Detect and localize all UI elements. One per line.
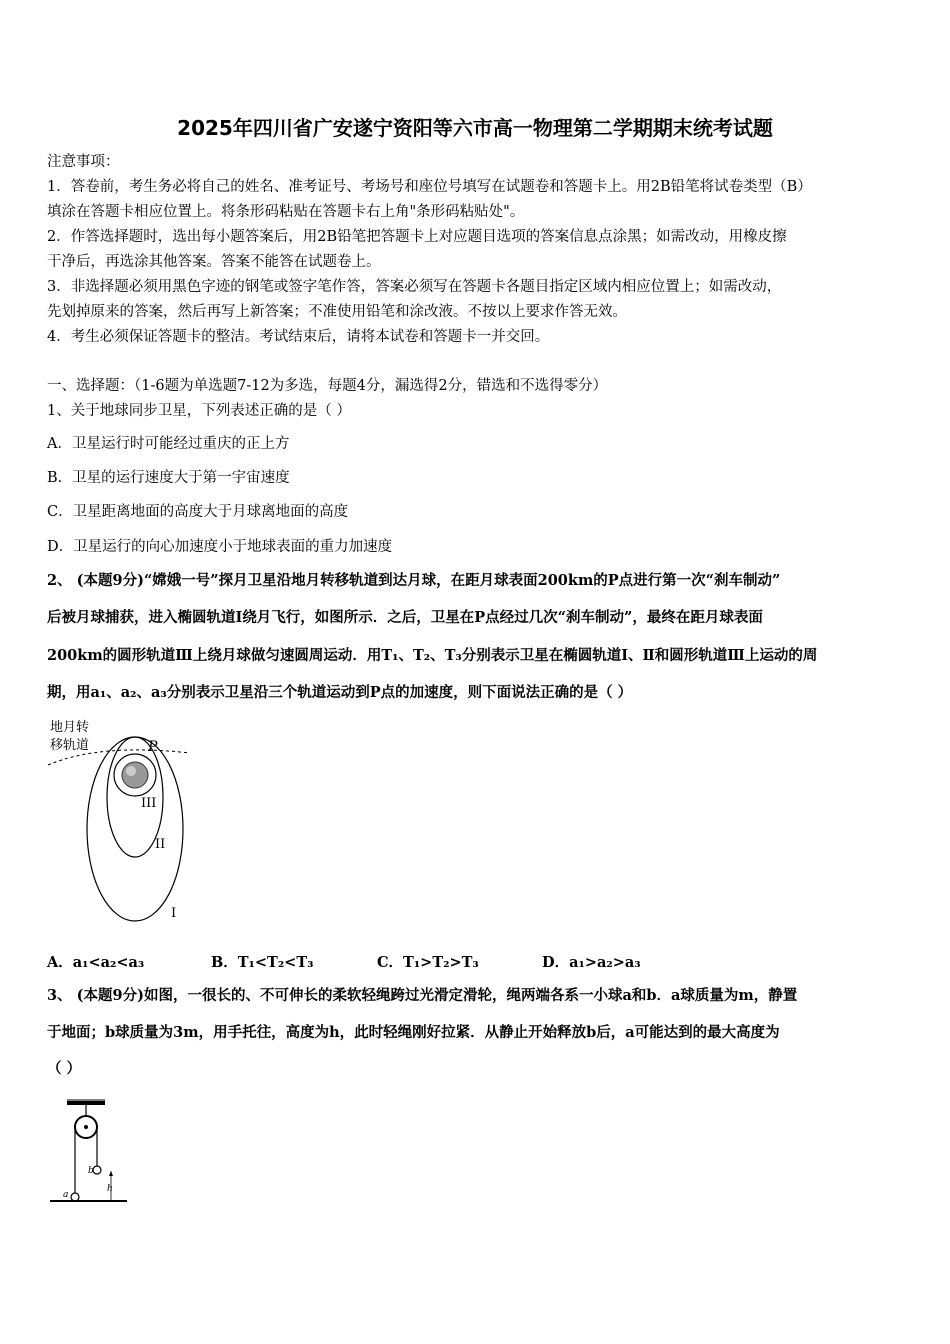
notice-line: 填涂在答题卡相应位置上。将条形码粘贴在答题卡右上角"条形码粘贴处"。: [47, 204, 525, 220]
question-2-stem-line: 后被月球捕获，进入椭圆轨道Ⅰ绕月飞行，如图所示．之后，卫星在P点经过几次“刹车制动”，最终在距月球表面: [47, 609, 763, 626]
page-title: 2025年四川省广安遂宁资阳等六市高一物理第二学期期末统考试题: [177, 116, 773, 140]
orbit-3-label: III: [141, 796, 157, 811]
question-2-option-d: D．a₁>a₂>a₃: [542, 954, 641, 971]
point-p-label: P: [148, 739, 158, 755]
section-heading: 一、选择题：（1-6题为单选题7-12为多选，每题4分，漏选得2分，错选和不选得零分）: [47, 378, 608, 394]
question-2-option-a: A．a₁<a₂<a₃: [47, 954, 145, 971]
ceiling-bar: [67, 1101, 105, 1105]
question-1-option-c: C．卫星距离地面的高度大于月球离地面的高度: [47, 504, 349, 520]
question-1-stem: 1、关于地球同步卫星，下列表述正确的是（ ）: [47, 403, 351, 419]
notice-line: 1．答卷前，考生务必将自己的姓名、准考证号、考场号和座位号填写在试题卷和答题卡上。用2B铅笔将试卷类型（B）: [47, 179, 812, 195]
notice-line: 先划掉原来的答案，然后再写上新答案；不准使用铅笔和涂改液。不按以上要求作答无效。: [47, 304, 627, 320]
notice-line: 2．作答选择题时，选出每小题答案后，用2B铅笔把答题卡上对应题目选项的答案信息点涂黑；如需改动，用橡皮擦: [47, 229, 787, 245]
notice-heading: 注意事项：: [47, 154, 120, 170]
question-2-stem-line: 2、 (本题9分)“嫦娥一号”探月卫星沿地月转移轨道到达月球，在距月球表面200km的P点进行第一次“刹车制动”: [47, 572, 781, 589]
moon-icon: [122, 762, 148, 788]
moon-highlight: [126, 766, 136, 776]
ball-b-label: b: [88, 1166, 94, 1176]
question-3-stem-line: 于地面；b球质量为3m，用手托往，高度为h，此时轻绳刚好拉紧．从静止开始释放b后，a可能达到的最大高度为: [47, 1024, 780, 1041]
question-3-stem-line: 3、 (本题9分)如图，一很长的、不可伸长的柔软轻绳跨过光滑定滑轮，绳两端各系一小球a和b．a球质量为m，静置: [47, 987, 798, 1004]
ball-a-label: a: [63, 1190, 69, 1200]
question-1-option-b: B．卫星的运行速度大于第一宇宙速度: [47, 470, 290, 486]
question-1-option-a: A．卫星运行时可能经过重庆的正上方: [47, 436, 290, 452]
ball-b-icon: [93, 1166, 101, 1174]
question-3-stem-line: （ ）: [47, 1060, 82, 1077]
notice-line: 干净后，再选涂其他答案。答案不能答在试题卷上。: [47, 254, 381, 270]
orbit-1-label: I: [171, 906, 177, 921]
orbit-diagram: [40, 715, 200, 930]
height-label: h: [107, 1184, 113, 1194]
question-2-option-b: B．T₁<T₂<T₃: [211, 954, 314, 971]
question-1-option-d: D．卫星运行的向心加速度小于地球表面的重力加速度: [47, 539, 393, 555]
ball-a-icon: [71, 1193, 79, 1201]
pulley-diagram: [45, 1093, 135, 1208]
question-2-stem-line: 200km的圆形轨道Ⅲ上绕月球做匀速圆周运动．用T₁、T₂、T₃分别表示卫星在椭圆轨道Ⅰ、Ⅱ和圆形轨道Ⅲ上运动的周: [47, 647, 818, 664]
pulley-axle: [84, 1125, 88, 1129]
question-2-stem-line: 期，用a₁、a₂、a₃分别表示卫星沿三个轨道运动到P点的加速度，则下面说法正确的是（ ）: [47, 684, 633, 701]
notice-line: 3．非选择题必须用黑色字迹的钢笔或签字笔作答，答案必须写在答题卡各题目指定区域内相应位置上；如需改动，: [47, 279, 782, 295]
figure-label-transfer-1: 地月转: [50, 720, 90, 735]
notice-line: 4．考生必须保证答题卡的整洁。考试结束后，请将本试卷和答题卡一并交回。: [47, 329, 550, 345]
question-2-option-c: C．T₁>T₂>T₃: [377, 954, 479, 971]
height-arrow-head: [109, 1171, 113, 1176]
figure-label-transfer-2: 移轨道: [50, 738, 90, 753]
orbit-2-label: II: [155, 837, 166, 852]
